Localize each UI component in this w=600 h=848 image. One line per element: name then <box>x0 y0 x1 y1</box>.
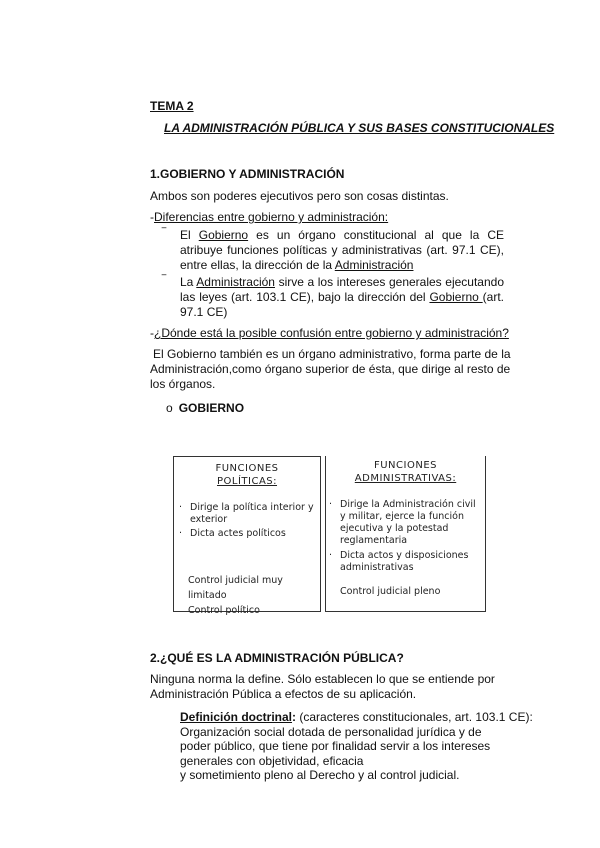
political-functions-list <box>178 502 316 540</box>
list-item <box>162 275 504 320</box>
dash-bullet-icon: ‾ <box>162 226 166 240</box>
dot-bullet-icon: · <box>329 499 333 510</box>
definition-line: Organización social dotada de personalidad jurídica y de <box>180 724 482 739</box>
administracion-definition <box>180 275 504 320</box>
document-subtitle: LA ADMINISTRACIÓN PÚBLICA Y SUS BASES CONSTITUCIONALES <box>164 121 555 135</box>
gobierno-item <box>166 401 244 415</box>
confusion-prefix: - <box>150 326 154 340</box>
list-item <box>328 499 481 547</box>
list-item <box>162 228 504 273</box>
confusion-text: El Gobierno también es un órgano administrativo, forma parte de la Administración,como órgano superior de ésta, que dirige al resto de los órganos. <box>150 347 511 391</box>
text-span: El <box>180 228 199 242</box>
title-line: FUNCIONES <box>215 463 279 474</box>
section2-text: Ninguna norma la define. Sólo establecen lo que se entiende por Administración Pública a efectos de su aplicación. <box>150 672 495 701</box>
administrative-functions-footer <box>340 586 440 598</box>
dot-bullet-icon: · <box>179 502 183 513</box>
definition-line: poder público, que tiene por finalidad servir a los intereses <box>180 739 491 753</box>
political-functions-footer <box>188 573 320 618</box>
section2-heading: 2.¿QUÉ ES LA ADMINISTRACIÓN PÚBLICA? <box>150 651 404 665</box>
doctrinal-definition <box>180 710 533 783</box>
text-span: La <box>180 275 197 289</box>
bullet-text: Dicta actos y disposiciones administrativas <box>340 550 469 573</box>
control-text: Control judicial muy limitado <box>188 575 283 601</box>
title-line: FUNCIONES <box>373 460 437 471</box>
section1-heading: 1.GOBIERNO Y ADMINISTRACIÓN <box>150 167 345 181</box>
control-text: Control político <box>188 605 260 616</box>
bullet-text: Dirige la Administración civil y militar, ejerce la función ejecutiva y la potestad reglamentaria <box>340 499 476 546</box>
differences-prefix: - <box>150 210 154 224</box>
political-functions-box <box>173 456 321 616</box>
list-item <box>178 502 316 526</box>
definition-line: y sometimiento pleno al Derecho y al control judicial. <box>180 768 460 782</box>
text-span: (art. 97.1 CE) <box>180 290 504 319</box>
differences-heading-text: Diferencias entre gobierno y administración: <box>154 210 389 224</box>
differences-heading <box>150 210 388 224</box>
control-text: Control judicial pleno <box>340 586 441 597</box>
circle-bullet-icon: o <box>166 401 173 415</box>
title-line: POLÍTICAS: <box>216 476 278 487</box>
administrative-functions-box <box>325 456 486 612</box>
definition-line: generales con objetividad, eficacia <box>180 753 364 768</box>
gobierno-term: Gobierno <box>429 290 483 304</box>
differences-list <box>162 228 504 320</box>
title-line: ADMINISTRATIVAS: <box>354 473 457 484</box>
text-span: sirve a los intereses generales ejecutando las leyes (art. 103.1 CE), bajo la dirección del <box>180 275 504 304</box>
tema-label: TEMA 2 <box>150 99 194 113</box>
administracion-term: Administración <box>334 258 414 272</box>
dash-bullet-icon: ‾ <box>162 273 166 287</box>
definition-heading <box>180 710 533 725</box>
gobierno-term: Gobierno <box>198 228 249 242</box>
administrative-functions-list <box>328 499 481 574</box>
administracion-term: Administración <box>196 275 275 289</box>
list-item <box>328 550 481 574</box>
text-span: es un órgano constitucional al que la CE atribuye funciones políticas y administrativas (art. 97.1 CE), entre ellas, la dirección de la <box>180 228 504 272</box>
section1-intro: Ambos son poderes ejecutivos pero son cosas distintas. <box>150 189 449 203</box>
confusion-heading <box>150 326 509 340</box>
definition-colon: : <box>292 710 297 724</box>
dot-bullet-icon: · <box>329 550 333 561</box>
gobierno-definition <box>180 228 504 273</box>
political-functions-title <box>174 462 320 488</box>
administrative-functions-title <box>326 459 485 485</box>
dot-bullet-icon: · <box>179 528 183 539</box>
confusion-heading-text: ¿Dónde está la posible confusión entre gobierno y administración? <box>154 326 509 340</box>
list-item <box>178 528 316 540</box>
gobierno-label: GOBIERNO <box>178 401 245 415</box>
definition-label: Definición doctrinal <box>180 710 293 724</box>
bullet-text: Dirige la política interior y exterior <box>190 502 314 525</box>
bullet-text: Dicta actes políticos <box>190 528 286 539</box>
definition-tail: (caracteres constitucionales, art. 103.1 CE): <box>296 710 533 724</box>
